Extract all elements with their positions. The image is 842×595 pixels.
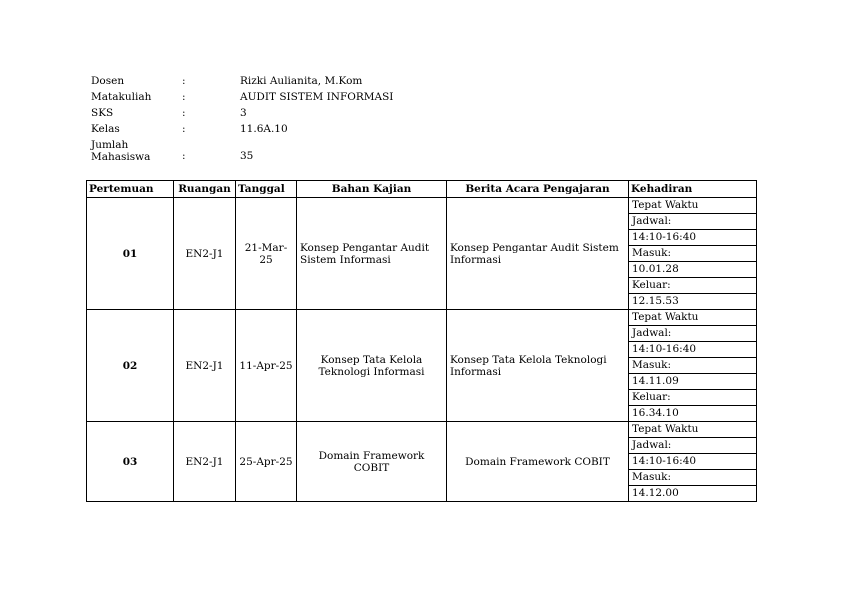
info-separator: : [182,107,186,119]
info-separator: : [182,150,186,162]
pertemuan-cell: 02 [87,310,174,422]
pertemuan-cell: 03 [87,422,174,502]
bahan-kajian-cell: Konsep Tata Kelola Teknologi Informasi [297,310,447,422]
kehadiran-masuk-value: 14.11.09 [629,374,757,390]
kehadiran-jadwal-value: 14:10-16:40 [629,230,757,246]
info-label: SKS [91,107,114,119]
kehadiran-status: Tepat Waktu [629,310,757,326]
berita-acara-cell: Konsep Pengantar Audit Sistem Informasi [447,198,629,310]
column-header-bahan-kajian: Bahan Kajian [297,181,447,198]
info-value: 35 [240,150,254,162]
kehadiran-keluar-label: Keluar: [629,390,757,406]
table-header-row [87,181,757,198]
kehadiran-jadwal-label: Jadwal: [629,214,757,230]
tanggal-cell: 11-Apr-25 [236,310,297,422]
attendance-table [86,180,757,502]
info-label [91,139,150,163]
kehadiran-masuk-label: Masuk: [629,246,757,262]
kehadiran-keluar-label: Keluar: [629,278,757,294]
column-header-pertemuan: Pertemuan [87,181,174,198]
info-value: Rizki Aulianita, M.Kom [240,75,363,87]
kehadiran-keluar-value: 12.15.53 [629,294,757,310]
info-separator: : [182,123,186,135]
kehadiran-status: Tepat Waktu [629,422,757,438]
ruangan-cell: EN2-J1 [174,310,236,422]
ruangan-cell: EN2-J1 [174,198,236,310]
info-separator: : [182,75,186,87]
berita-acara-cell: Domain Framework COBIT [447,422,629,502]
bahan-kajian-cell: Konsep Pengantar Audit Sistem Informasi [297,198,447,310]
ruangan-cell: EN2-J1 [174,422,236,502]
table-row [87,198,757,214]
kehadiran-jadwal-label: Jadwal: [629,438,757,454]
info-value: 3 [240,107,247,119]
kehadiran-jadwal-label: Jadwal: [629,326,757,342]
info-label: Matakuliah [91,91,152,103]
tanggal-cell: 21-Mar-25 [236,198,297,310]
info-label-line2: Mahasiswa [91,151,151,163]
bahan-kajian-cell: Domain Framework COBIT [297,422,447,502]
table-row [87,422,757,438]
column-header-ruangan: Ruangan [174,181,236,198]
kehadiran-masuk-label: Masuk: [629,358,757,374]
kehadiran-jadwal-value: 14:10-16:40 [629,342,757,358]
table-row [87,310,757,326]
info-label: Dosen [91,75,125,87]
column-header-kehadiran: Kehadiran [629,181,757,198]
kehadiran-status: Tepat Waktu [629,198,757,214]
kehadiran-keluar-value: 16.34.10 [629,406,757,422]
tanggal-cell: 25-Apr-25 [236,422,297,502]
kehadiran-masuk-value: 14.12.00 [629,486,757,502]
column-header-tanggal: Tanggal [236,181,297,198]
info-value: 11.6A.10 [240,123,288,135]
info-label: Kelas [91,123,120,135]
info-value: AUDIT SISTEM INFORMASI [240,91,394,103]
info-label-line1: Jumlah [91,139,129,151]
kehadiran-masuk-value: 10.01.28 [629,262,757,278]
column-header-berita-acara: Berita Acara Pengajaran [447,181,629,198]
pertemuan-cell: 01 [87,198,174,310]
info-separator: : [182,91,186,103]
berita-acara-cell: Konsep Tata Kelola Teknologi Informasi [447,310,629,422]
kehadiran-masuk-label: Masuk: [629,470,757,486]
kehadiran-jadwal-value: 14:10-16:40 [629,454,757,470]
